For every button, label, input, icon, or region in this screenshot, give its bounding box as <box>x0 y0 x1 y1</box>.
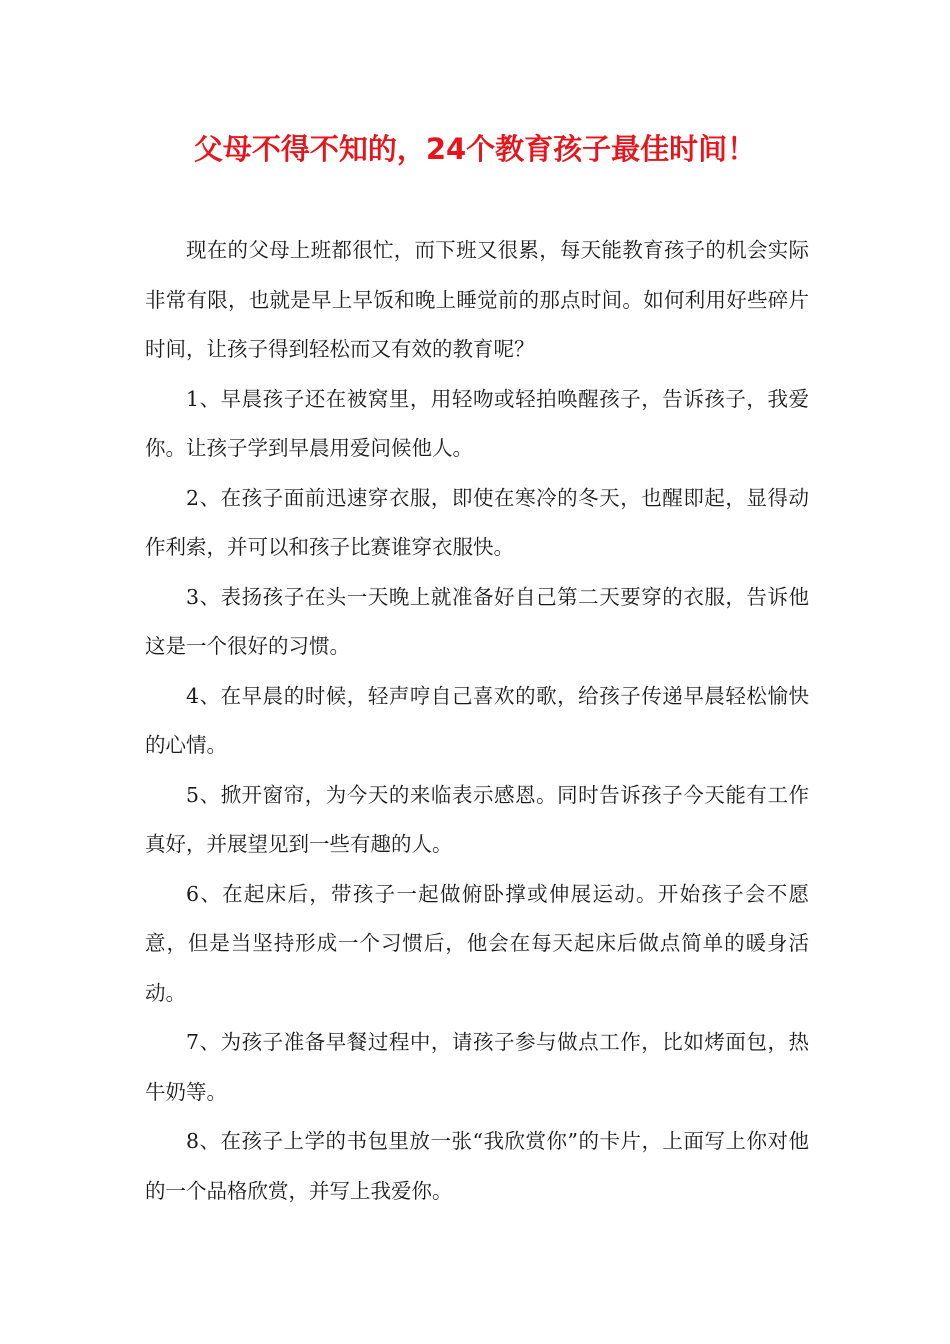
intro-paragraph: 现在的父母上班都很忙，而下班又很累，每天能教育孩子的机会实际非常有限，也就是早上早饭和晚上睡觉前的那点时间。如何利用好些碎片时间，让孩子得到轻松而又有效的教育呢？ <box>145 238 809 361</box>
tip-paragraph-1: 1、早晨孩子还在被窝里，用轻吻或轻拍唤醒孩子，告诉孩子，我爱你。让孩子学到早晨用爱问候他人。 <box>145 386 809 460</box>
tip-paragraph-7: 7、为孩子准备早餐过程中，请孩子参与做点工作，比如烤面包，热牛奶等。 <box>145 1030 809 1104</box>
tip-paragraph-6: 6、在起床后，带孩子一起做俯卧撑或伸展运动。开始孩子会不愿意，但是当坚持形成一个习惯后，他会在每天起床后做点简单的暖身活动。 <box>145 881 809 1005</box>
tip-paragraph-4: 4、在早晨的时候，轻声哼自己喜欢的歌，给孩子传递早晨轻松愉快的心情。 <box>145 683 809 757</box>
document-body <box>145 226 809 1216</box>
tip-paragraph-8: 8、在孩子上学的书包里放一张“我欣赏你”的卡片，上面写上你对他的一个品格欣赏，并写上我爱你。 <box>145 1129 809 1203</box>
document-title: 父母不得不知的，24个教育孩子最佳时间！ <box>193 132 757 166</box>
tip-paragraph-3: 3、表扬孩子在头一天晚上就准备好自己第二天要穿的衣服，告诉他这是一个很好的习惯。 <box>145 584 809 658</box>
tip-paragraph-2: 2、在孩子面前迅速穿衣服，即使在寒冷的冬天，也醒即起，显得动作利索，并可以和孩子比赛谁穿衣服快。 <box>145 485 809 559</box>
tip-paragraph-5: 5、掀开窗帘，为今天的来临表示感恩。同时告诉孩子今天能有工作真好，并展望见到一些有趣的人。 <box>145 782 809 856</box>
